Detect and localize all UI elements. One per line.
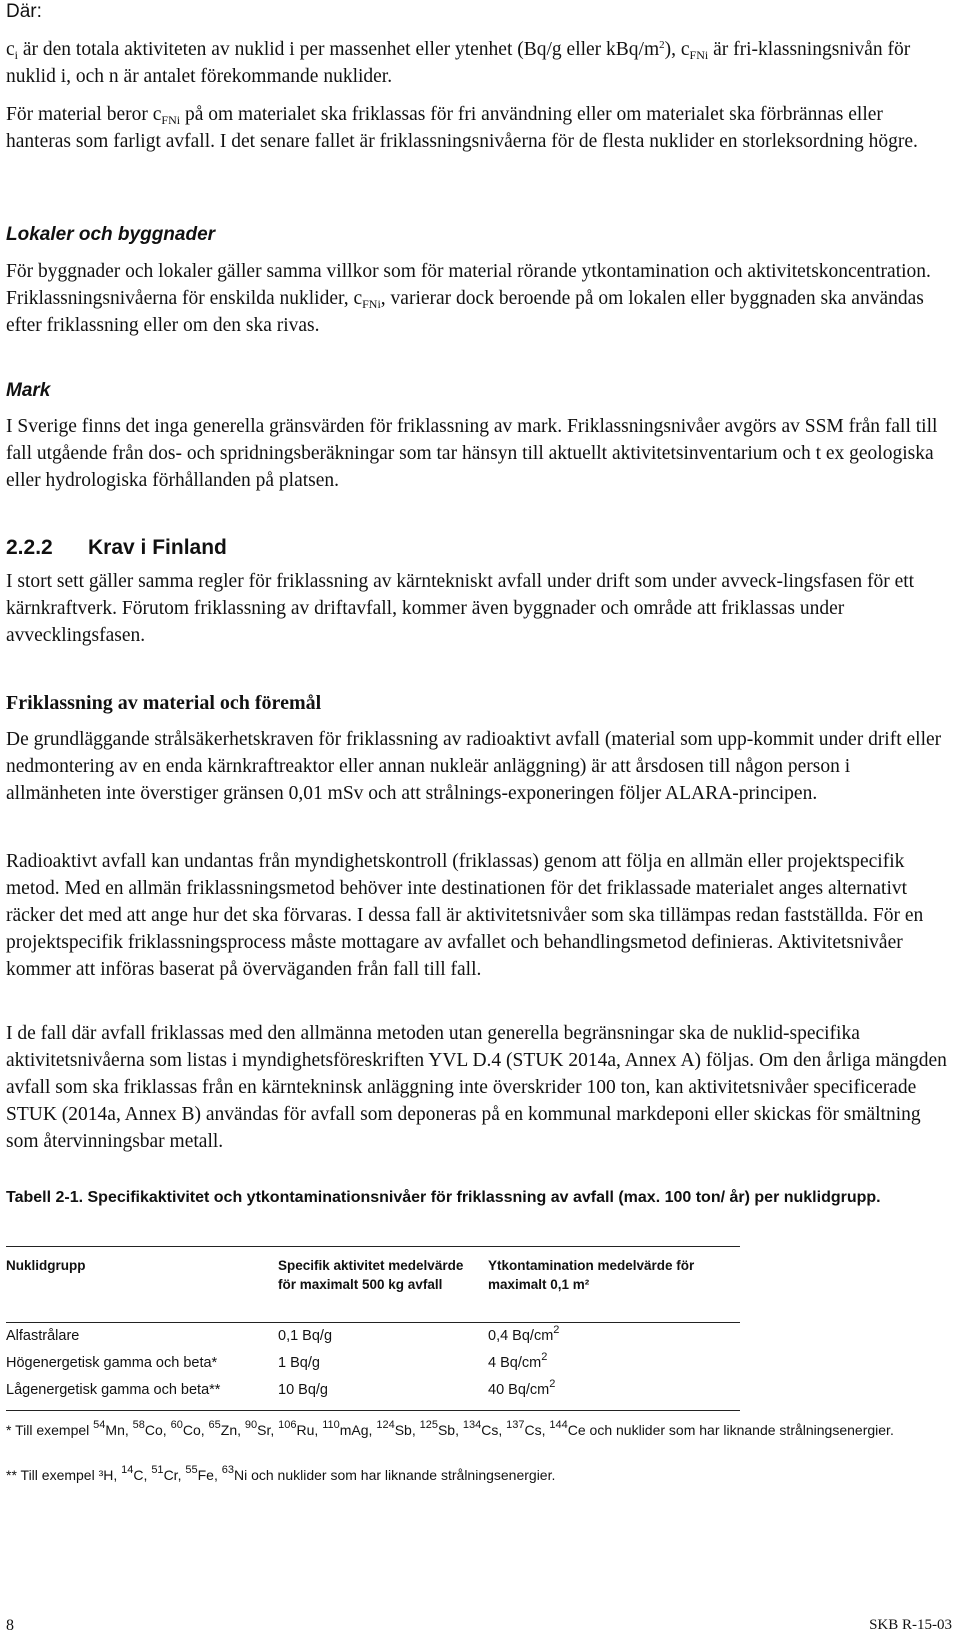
nuclide — [376, 1419, 412, 1438]
nuclide-mass: 110 — [322, 1419, 340, 1431]
where-label: Där: — [6, 1, 42, 22]
superscript-2: 2 — [659, 39, 665, 51]
table-caption: Tabell 2-1. Specifikaktivitet och ytkontaminationsnivåer för friklassning av avfall (max. 100 ton/ år) per nuklidgrupp. — [6, 1189, 881, 1206]
nuclide-mass: 124 — [376, 1419, 395, 1431]
material-paragraph — [6, 101, 950, 155]
table-cell-surface — [488, 1378, 556, 1398]
definition-text-3: är fri-klassningsnivån för nuklid i, och n är antalet förekommande nuklider. — [6, 39, 911, 87]
section-title: Krav i Finland — [88, 536, 227, 559]
table-header-group: Nuklidgrupp — [6, 1258, 86, 1273]
nuclide — [121, 1464, 144, 1483]
nuclide-mass: 144 — [549, 1419, 568, 1431]
footnote-1-nuclides: $^{54}$Mn, $^{58}$Co, $^{60}$Co, $^{65}$Zn, $^{90}$Sr, $^{106}$Ru, $^{110}$mAg, $^{124}$Sb, $^{125}$Sb, $^{134}$Cs, $^{137}$Cs, $^{144}$Ce — [93, 1419, 586, 1438]
nuclide-element: Mn — [105, 1422, 125, 1438]
heading-friklassning: Friklassning av material och föremål — [6, 692, 322, 714]
table-cell-group: Högenergetisk gamma och beta* — [6, 1355, 218, 1371]
table-cell-activity: 1 Bq/g — [278, 1355, 320, 1371]
table-header-rule — [6, 1322, 740, 1323]
nuclide-mass: 54 — [93, 1419, 106, 1431]
nuclide-mass: 60 — [170, 1419, 183, 1431]
nuclide-mass: 14 — [121, 1464, 134, 1476]
table-cell-group: Alfastrålare — [6, 1328, 80, 1344]
surface-value: 40 Bq/cm — [488, 1382, 550, 1398]
symbol-c: c — [6, 39, 15, 60]
nuclide-element: Cs — [481, 1422, 499, 1438]
finland-paragraph: I stort sett gäller samma regler för friklassning av kärntekniskt avfall under drift som under avveck-lingsfasen för ett kärnkraftverk. Förutom friklassning av driftavfall, kommer även byggnader och område att friklassas under avvecklingsfasen. — [6, 571, 915, 646]
nuclide-element: Sr — [257, 1422, 271, 1438]
nuclide-mass: 137 — [506, 1419, 525, 1431]
table-top-rule — [6, 1246, 740, 1247]
nuclide — [132, 1419, 163, 1438]
nuclide-mass: 58 — [132, 1419, 145, 1431]
page-number: 8 — [6, 1617, 14, 1634]
material-text-1: För material beror c — [6, 104, 162, 125]
nuclide — [419, 1419, 456, 1438]
nuclide — [244, 1419, 271, 1438]
nuclide-element: Ni — [233, 1467, 248, 1483]
report-id: SKB R-15-03 — [869, 1617, 952, 1633]
nuclide-element: Ru — [296, 1422, 315, 1438]
nuclide-mass: 55 — [185, 1464, 198, 1476]
nuclide-element: Fe — [197, 1467, 214, 1483]
surface-value: 0,4 Bq/cm — [488, 1328, 554, 1344]
nuclide-element: Co — [144, 1422, 163, 1438]
definition-text-1: är den totala aktiviteten av nuklid i per massenhet eller ytenhet (Bq/g eller kBq/m — [18, 39, 660, 60]
nuclide-mass: 125 — [419, 1419, 438, 1431]
nuclide — [278, 1419, 315, 1438]
nuclide — [322, 1419, 369, 1438]
section-number: 2.2.2 — [6, 536, 53, 559]
heading-lokaler: Lokaler och byggnader — [6, 224, 216, 245]
table-header-surface: Ytkontamination medelvärde för maximalt 0,1 m² — [488, 1258, 695, 1292]
heading-mark: Mark — [6, 380, 51, 401]
surface-value: 4 Bq/cm — [488, 1355, 542, 1371]
subscript-i: i — [14, 48, 18, 62]
nuclide-mass: 51 — [151, 1464, 164, 1476]
nuclide — [151, 1464, 178, 1483]
nuclide-element: Cr — [163, 1467, 178, 1483]
definition-paragraph — [6, 36, 950, 90]
nuclide — [170, 1419, 201, 1438]
nuclide-element: Zn — [220, 1422, 238, 1438]
mark-paragraph: I Sverige finns det inga generella gränsvärden för friklassning av mark. Friklassningsnivåer avgörs av SSM från fall till fall utgående från dos- och spridningsberäkningar som tar hänsyn till aktuellt aktivitetsinventarium och t ex geologiska eller hydrologiska förhållanden på platsen. — [6, 416, 938, 491]
footnote-2 — [6, 1466, 950, 1484]
nuclide-element: mAg — [339, 1422, 369, 1438]
nuclide-element: Ce — [567, 1422, 586, 1438]
nuclide — [185, 1464, 214, 1483]
nuclide — [462, 1419, 499, 1438]
footnote-1 — [6, 1421, 950, 1439]
nuclide-mass: 134 — [462, 1419, 482, 1431]
footnote-1-tail: och nuklider som har liknande strålningsenergier. — [585, 1422, 894, 1438]
footnote-2-nuclides: $^{14}$C, $^{51}$Cr, $^{55}$Fe, $^{63}$Ni — [121, 1464, 248, 1483]
superscript-2: 2 — [541, 1351, 548, 1363]
nuclide-mass: 90 — [244, 1419, 258, 1431]
superscript-2: 2 — [549, 1378, 556, 1390]
table-cell-activity: 10 Bq/g — [278, 1382, 328, 1398]
friklassning-paragraph-2: Radioaktivt avfall kan undantas från myndighetskontroll (friklassas) genom att följa en allmän eller projektspecifik metod. Med en allmän friklassningsmetod behöver inte destinationen för det friklassade materialet anges alternativt räcker det med att ange hur det ska förvaras. I dessa fall är aktivitetsnivåer som ska tillämpas redan fastställda. För en projektspecifik friklassningsprocess måste mottagare av avfallet och behandlingsmetod definieras. Aktivitetsnivåer kommer att införas baserat på överväganden från fall till fall. — [6, 851, 924, 980]
table-bottom-rule — [6, 1410, 740, 1411]
nuclide — [506, 1419, 542, 1438]
table-cell-group: Lågenergetisk gamma och beta** — [6, 1382, 221, 1398]
friklassning-paragraph-3: I de fall där avfall friklassas med den allmänna metoden utan generella begränsningar ska de nuklid-specifika aktivitetsnivåerna som listas i myndighetsföreskriften YVL D.4 (STUK 2014a, Annex A) följas. Om den årliga mängden avfall som ska friklassas från en kärntekninsk anläggning inte överskrider 100 ton, kan aktivitetsnivåer specificerade STUK (2014a, Annex B) användas för avfall som deponeras på en kommunal markdeponi eller skickas för smältning som återvinningsbar metall. — [6, 1023, 947, 1152]
table-header-activity: Specifik aktivitet medelvärde för maximalt 500 kg avfall — [278, 1258, 464, 1292]
footnote-2-lead: ** Till exempel ³H, — [6, 1467, 122, 1483]
section-heading — [6, 534, 950, 562]
activity-table — [6, 1240, 740, 1400]
nuclide-element: Sb — [394, 1422, 412, 1438]
nuclide-mass: 106 — [278, 1419, 297, 1431]
table-cell-activity: 0,1 Bq/g — [278, 1328, 333, 1344]
lokaler-text-2: , varierar dock beroende på om lokalen eller byggnaden ska användas efter friklassning eller om den ska rivas. — [6, 288, 924, 336]
lokaler-paragraph — [6, 258, 950, 339]
nuclide-element: Co — [182, 1422, 201, 1438]
nuclide — [221, 1464, 248, 1483]
subscript-fni: FNi — [689, 48, 709, 62]
table-cell-surface — [488, 1351, 548, 1371]
nuclide-element: Cs — [524, 1422, 542, 1438]
nuclide — [549, 1419, 586, 1438]
lokaler-text-1: För byggnader och lokaler gäller samma villkor som för material rörande ytkontamination och aktivitetskoncentration. Friklassningsnivåerna för enskilda nuklider, c — [6, 261, 931, 309]
footnote-2-tail: och nuklider som har liknande strålningsenergier. — [247, 1467, 556, 1483]
nuclide-element: Sb — [437, 1422, 456, 1438]
definition-text-2: ), c — [664, 39, 690, 60]
nuclide-mass: 65 — [208, 1419, 221, 1431]
nuclide-element: C — [133, 1467, 144, 1483]
nuclide — [93, 1419, 125, 1438]
subscript-fni: FNi — [161, 113, 181, 127]
superscript-2: 2 — [553, 1324, 560, 1336]
material-text-2: på om materialet ska friklassas för fri användning eller om materialet ska förbrännas eller hanteras som farligt avfall. I det senare fallet är friklassningsnivåerna för de flesta nuklider en storleksordning högre. — [6, 104, 918, 152]
table-cell-surface — [488, 1324, 560, 1344]
nuclide-mass: 63 — [221, 1464, 234, 1476]
friklassning-paragraph-1: De grundläggande strålsäkerhetskraven för friklassning av radioaktivt avfall (material som upp-kommit under drift eller nedmontering av en enda kärnkraftreaktor eller annan nukleär anläggning) är att årsdosen till någon person i allmänheten inte överstiger gränsen 0,01 mSv och att strålnings-exponeringen följer ALARA-principen. — [6, 729, 942, 804]
nuclide — [208, 1419, 238, 1438]
subscript-fni: FNi — [362, 297, 381, 311]
footnote-1-lead: * Till exempel — [6, 1422, 94, 1438]
